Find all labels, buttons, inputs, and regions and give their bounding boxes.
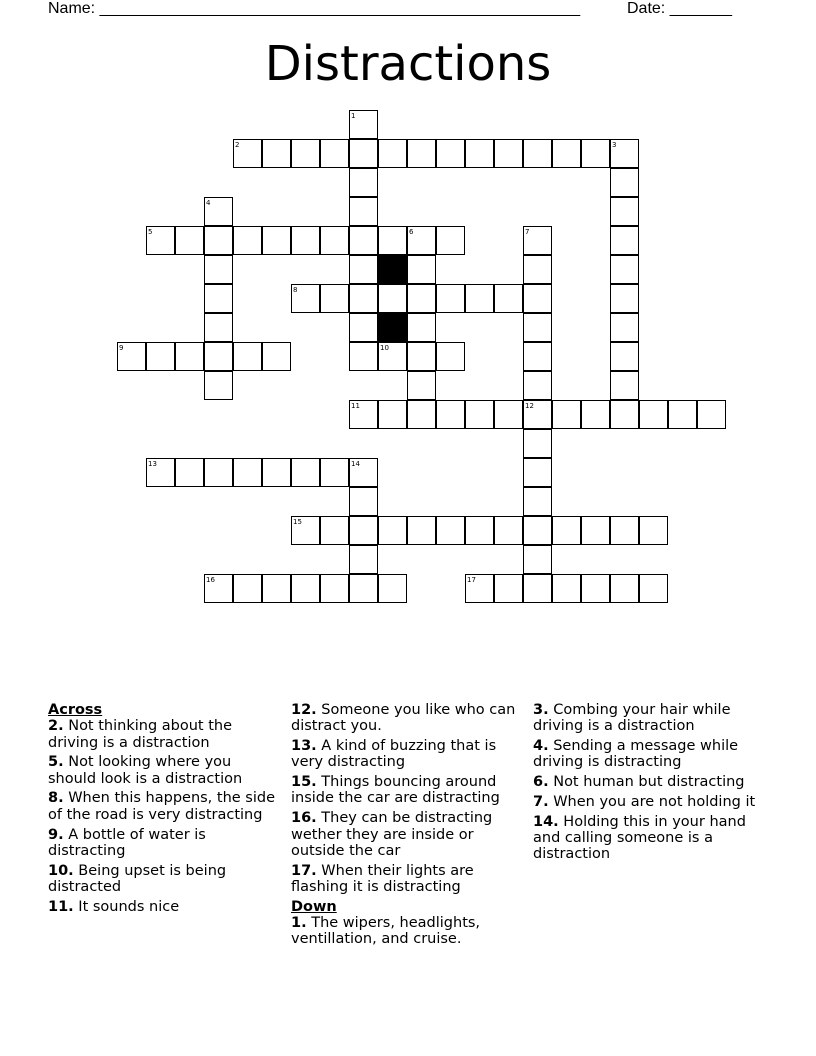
cell-number: 4 bbox=[206, 199, 211, 207]
grid-cell[interactable] bbox=[639, 400, 668, 429]
cell-number: 1 bbox=[351, 112, 356, 120]
clue-text: They can be distracting wether they are inside or outside the car bbox=[291, 810, 493, 859]
grid-cell[interactable] bbox=[610, 371, 639, 400]
clue-text: The wipers, headlights, ventillation, and cruise. bbox=[291, 915, 481, 948]
clue-number: 8. bbox=[48, 790, 64, 807]
cell-number: 14 bbox=[351, 460, 360, 468]
grid-cell[interactable] bbox=[610, 342, 639, 371]
cell-number: 11 bbox=[351, 402, 360, 410]
grid-cell[interactable] bbox=[349, 487, 378, 516]
grid-cell[interactable] bbox=[436, 139, 465, 168]
cell-number: 3 bbox=[612, 141, 617, 149]
grid-cell[interactable] bbox=[262, 139, 291, 168]
down-heading: Down bbox=[291, 898, 337, 915]
grid-cell[interactable] bbox=[523, 255, 552, 284]
clue-text: When this happens, the side of the road is very distracting bbox=[48, 790, 276, 823]
grid-cell[interactable] bbox=[349, 255, 378, 284]
grid-cell[interactable] bbox=[262, 574, 291, 603]
clue-number: 4. bbox=[533, 738, 549, 755]
cell-number: 2 bbox=[235, 141, 240, 149]
grid-cell[interactable] bbox=[320, 226, 349, 255]
grid-cell[interactable] bbox=[349, 168, 378, 197]
clue-text: Someone you like who can distract you. bbox=[291, 702, 516, 735]
grid-cell[interactable] bbox=[552, 139, 581, 168]
cell-number: 13 bbox=[148, 460, 157, 468]
across-heading: Across bbox=[48, 702, 103, 718]
grid-cell[interactable] bbox=[378, 574, 407, 603]
clue-number: 14. bbox=[533, 813, 559, 830]
grid-cell[interactable] bbox=[465, 284, 494, 313]
grid-cell[interactable] bbox=[204, 313, 233, 342]
grid-cell[interactable] bbox=[378, 284, 407, 313]
grid-cell[interactable] bbox=[378, 226, 407, 255]
grid-cell[interactable] bbox=[523, 545, 552, 574]
clue-text: When you are not holding it bbox=[553, 793, 756, 810]
clue-item bbox=[533, 702, 763, 735]
clue-number: 15. bbox=[291, 774, 317, 791]
clue-item bbox=[533, 814, 763, 863]
clue-number: 6. bbox=[533, 774, 549, 791]
grid-cell[interactable] bbox=[552, 574, 581, 603]
clue-number: 5. bbox=[48, 754, 64, 771]
grid-cell[interactable] bbox=[378, 139, 407, 168]
grid-cell[interactable] bbox=[407, 255, 436, 284]
cell-number: 15 bbox=[293, 518, 302, 526]
clue-item bbox=[291, 738, 516, 771]
name-field[interactable]: Name: ______________________________________________________ bbox=[48, 0, 581, 17]
grid-cell[interactable] bbox=[610, 516, 639, 545]
grid-cell[interactable] bbox=[494, 516, 523, 545]
grid-cell[interactable] bbox=[639, 516, 668, 545]
grid-cell[interactable] bbox=[233, 226, 262, 255]
cell-number: 6 bbox=[409, 228, 414, 236]
grid-cell[interactable] bbox=[465, 574, 494, 603]
grid-cell[interactable] bbox=[349, 516, 378, 545]
grid-cell[interactable] bbox=[407, 371, 436, 400]
grid-cell[interactable] bbox=[233, 574, 262, 603]
grid-cell[interactable] bbox=[523, 313, 552, 342]
grid-cell[interactable] bbox=[291, 139, 320, 168]
clue-number: 9. bbox=[48, 826, 64, 843]
clue-item bbox=[48, 863, 278, 896]
grid-cell[interactable] bbox=[610, 255, 639, 284]
cell-number: 8 bbox=[293, 286, 298, 294]
grid-cell[interactable] bbox=[349, 458, 378, 487]
grid-cell[interactable] bbox=[204, 342, 233, 371]
grid-cell[interactable] bbox=[146, 226, 175, 255]
grid-cell[interactable] bbox=[436, 342, 465, 371]
clue-item bbox=[533, 794, 763, 810]
grid-cell[interactable] bbox=[349, 545, 378, 574]
grid-cell[interactable] bbox=[523, 516, 552, 545]
clue-item bbox=[291, 702, 516, 735]
grid-cell[interactable] bbox=[204, 574, 233, 603]
grid-cell[interactable] bbox=[552, 516, 581, 545]
clue-item bbox=[533, 774, 763, 790]
grid-cell[interactable] bbox=[320, 574, 349, 603]
clues-column-3 bbox=[533, 702, 763, 866]
grid-cell[interactable] bbox=[465, 400, 494, 429]
grid-cell[interactable] bbox=[610, 139, 639, 168]
grid-cell[interactable] bbox=[581, 139, 610, 168]
grid-cell[interactable] bbox=[175, 458, 204, 487]
clue-text: A bottle of water is distracting bbox=[48, 826, 206, 859]
grid-cell[interactable] bbox=[349, 400, 378, 429]
grid-cell[interactable] bbox=[610, 574, 639, 603]
grid-cell[interactable] bbox=[610, 197, 639, 226]
grid-cell[interactable] bbox=[523, 371, 552, 400]
clue-item bbox=[291, 915, 516, 948]
grid-cell[interactable] bbox=[523, 400, 552, 429]
cell-number: 17 bbox=[467, 576, 476, 584]
grid-cell[interactable] bbox=[204, 458, 233, 487]
cell-number: 10 bbox=[380, 344, 389, 352]
clue-number: 1. bbox=[291, 915, 307, 932]
grid-cell[interactable] bbox=[320, 516, 349, 545]
grid-cell[interactable] bbox=[233, 139, 262, 168]
grid-cell[interactable] bbox=[349, 139, 378, 168]
grid-cell[interactable] bbox=[204, 284, 233, 313]
grid-cell[interactable] bbox=[320, 458, 349, 487]
grid-cell[interactable] bbox=[349, 574, 378, 603]
grid-cell[interactable] bbox=[146, 458, 175, 487]
grid-cell[interactable] bbox=[407, 516, 436, 545]
clue-text: When their lights are flashing it is distracting bbox=[291, 862, 474, 895]
grid-cell[interactable] bbox=[581, 400, 610, 429]
clue-text: Being upset is being distracted bbox=[48, 862, 227, 895]
clue-number: 12. bbox=[291, 702, 317, 718]
clue-item bbox=[533, 738, 763, 771]
grid-cell[interactable] bbox=[494, 139, 523, 168]
grid-cell[interactable] bbox=[349, 342, 378, 371]
clue-number: 16. bbox=[291, 810, 317, 827]
grid-cell[interactable] bbox=[378, 516, 407, 545]
clue-text: Not looking where you should look is a distraction bbox=[48, 754, 243, 787]
grid-cell[interactable] bbox=[349, 197, 378, 226]
cell-number: 7 bbox=[525, 228, 530, 236]
grid-cell[interactable] bbox=[349, 226, 378, 255]
grid-cell[interactable] bbox=[204, 197, 233, 226]
grid-cell[interactable] bbox=[291, 458, 320, 487]
clue-text: It sounds nice bbox=[78, 898, 180, 915]
grid-cell[interactable] bbox=[523, 574, 552, 603]
clue-item bbox=[48, 790, 278, 823]
clue-number: 13. bbox=[291, 738, 317, 755]
grid-cell[interactable] bbox=[436, 226, 465, 255]
grid-cell[interactable] bbox=[494, 400, 523, 429]
grid-cell[interactable] bbox=[610, 313, 639, 342]
grid-cell[interactable] bbox=[175, 342, 204, 371]
grid-cell[interactable] bbox=[494, 574, 523, 603]
grid-cell[interactable] bbox=[175, 226, 204, 255]
black-square bbox=[378, 313, 407, 342]
grid-cell[interactable] bbox=[204, 371, 233, 400]
clue-text: Not human but distracting bbox=[553, 774, 745, 791]
grid-cell[interactable] bbox=[465, 139, 494, 168]
grid-cell[interactable] bbox=[291, 574, 320, 603]
grid-cell[interactable] bbox=[610, 400, 639, 429]
grid-cell[interactable] bbox=[523, 487, 552, 516]
grid-cell[interactable] bbox=[349, 284, 378, 313]
clue-number: 10. bbox=[48, 862, 74, 879]
clue-text: Sending a message while driving is distracting bbox=[533, 738, 739, 771]
grid-cell[interactable] bbox=[523, 139, 552, 168]
grid-cell[interactable] bbox=[407, 284, 436, 313]
clue-number: 17. bbox=[291, 862, 317, 879]
grid-cell[interactable] bbox=[291, 284, 320, 313]
page-title: Distractions bbox=[264, 36, 552, 92]
clue-item bbox=[291, 863, 516, 896]
grid-cell[interactable] bbox=[436, 516, 465, 545]
grid-cell[interactable] bbox=[581, 516, 610, 545]
grid-cell[interactable] bbox=[146, 342, 175, 371]
grid-cell[interactable] bbox=[407, 400, 436, 429]
grid-cell[interactable] bbox=[523, 284, 552, 313]
clues-column-2 bbox=[291, 702, 516, 951]
grid-cell[interactable] bbox=[407, 342, 436, 371]
grid-cell[interactable] bbox=[378, 342, 407, 371]
grid-cell[interactable] bbox=[349, 110, 378, 139]
grid-cell[interactable] bbox=[407, 226, 436, 255]
grid-cell[interactable] bbox=[639, 574, 668, 603]
grid-cell[interactable] bbox=[581, 574, 610, 603]
clue-item bbox=[48, 827, 278, 860]
grid-cell[interactable] bbox=[523, 429, 552, 458]
grid-cell[interactable] bbox=[523, 458, 552, 487]
grid-cell[interactable] bbox=[697, 400, 726, 429]
grid-cell[interactable] bbox=[117, 342, 146, 371]
clue-item bbox=[48, 718, 278, 751]
cell-number: 9 bbox=[119, 344, 124, 352]
grid-cell[interactable] bbox=[552, 400, 581, 429]
clue-number: 3. bbox=[533, 702, 549, 718]
clue-number: 2. bbox=[48, 718, 64, 735]
clue-item bbox=[291, 774, 516, 807]
grid-cell[interactable] bbox=[465, 516, 494, 545]
grid-cell[interactable] bbox=[407, 313, 436, 342]
grid-cell[interactable] bbox=[610, 226, 639, 255]
grid-cell[interactable] bbox=[610, 284, 639, 313]
cell-number: 12 bbox=[525, 402, 534, 410]
grid-cell[interactable] bbox=[320, 284, 349, 313]
grid-cell[interactable] bbox=[494, 284, 523, 313]
black-square bbox=[378, 255, 407, 284]
clue-text: Not thinking about the driving is a distraction bbox=[48, 718, 232, 751]
grid-cell[interactable] bbox=[233, 342, 262, 371]
clue-number: 7. bbox=[533, 793, 549, 810]
grid-cell[interactable] bbox=[320, 139, 349, 168]
grid-cell[interactable] bbox=[407, 139, 436, 168]
grid-cell[interactable] bbox=[668, 400, 697, 429]
grid-cell[interactable] bbox=[204, 226, 233, 255]
grid-cell[interactable] bbox=[291, 516, 320, 545]
cell-number: 16 bbox=[206, 576, 215, 584]
grid-cell[interactable] bbox=[523, 226, 552, 255]
grid-cell[interactable] bbox=[233, 458, 262, 487]
clue-item bbox=[48, 899, 278, 915]
clue-text: Holding this in your hand and calling someone is a distraction bbox=[533, 813, 746, 863]
clue-number: 11. bbox=[48, 898, 74, 915]
cell-number: 5 bbox=[148, 228, 153, 236]
grid-cell[interactable] bbox=[523, 342, 552, 371]
grid-cell[interactable] bbox=[436, 284, 465, 313]
clue-item bbox=[291, 810, 516, 859]
grid-cell[interactable] bbox=[349, 313, 378, 342]
grid-cell[interactable] bbox=[262, 226, 291, 255]
date-field[interactable]: Date: _______ bbox=[627, 0, 732, 17]
clue-text: A kind of buzzing that is very distracting bbox=[291, 738, 497, 771]
clues-column-1 bbox=[48, 702, 278, 919]
grid-cell[interactable] bbox=[204, 255, 233, 284]
grid-cell[interactable] bbox=[436, 400, 465, 429]
clue-text: Things bouncing around inside the car are distracting bbox=[291, 774, 500, 807]
grid-cell[interactable] bbox=[262, 458, 291, 487]
clue-item bbox=[48, 754, 278, 787]
clue-text: Combing your hair while driving is a distraction bbox=[533, 702, 731, 735]
grid-cell[interactable] bbox=[291, 226, 320, 255]
grid-cell[interactable] bbox=[378, 400, 407, 429]
grid-cell[interactable] bbox=[610, 168, 639, 197]
grid-cell[interactable] bbox=[262, 342, 291, 371]
